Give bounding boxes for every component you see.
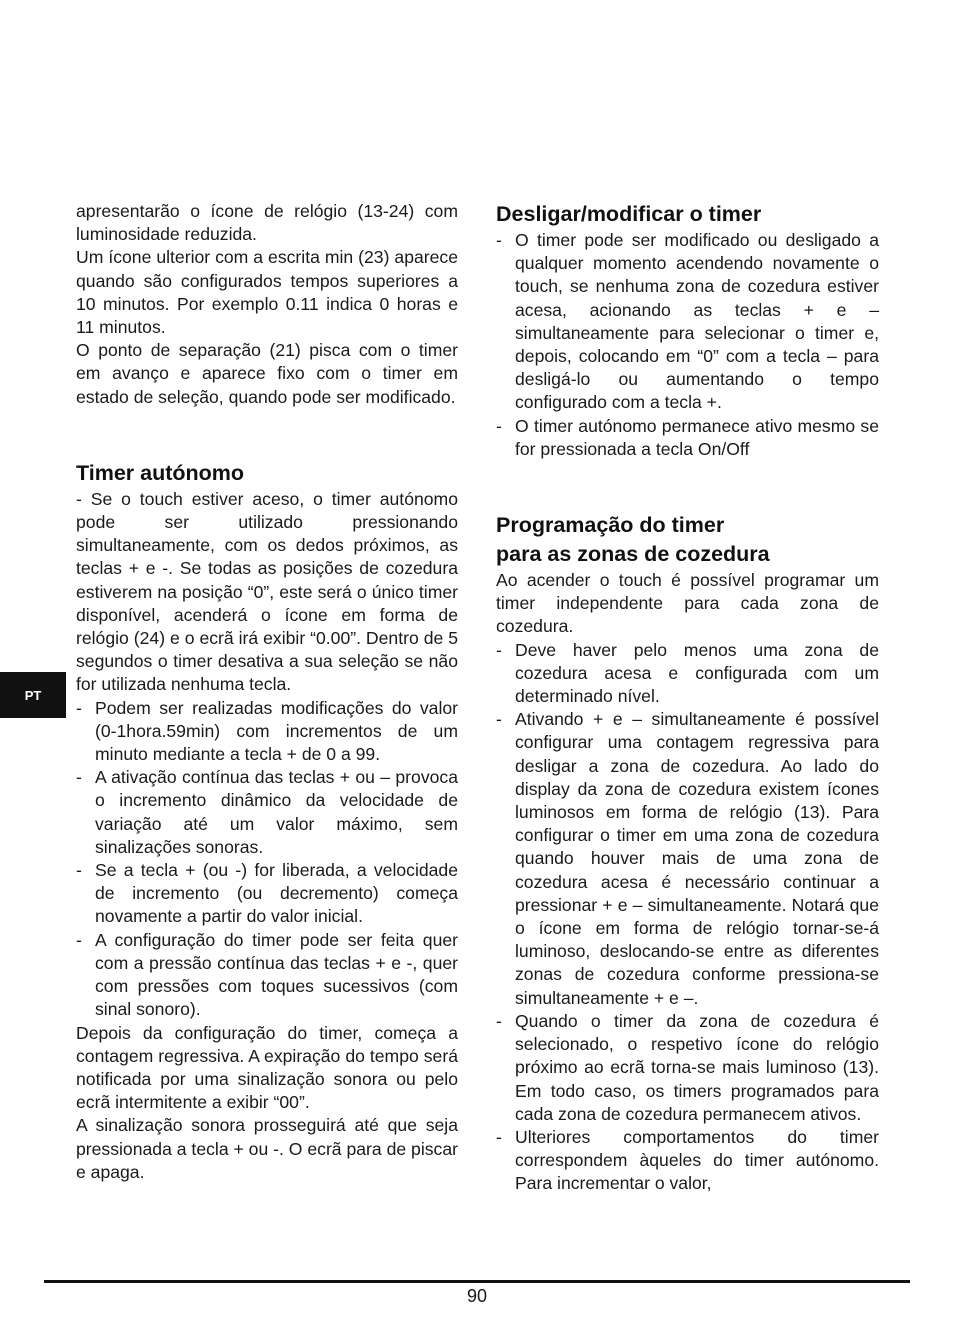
language-tab: PT bbox=[0, 672, 66, 718]
paragraph: apresentarão o ícone de relógio (13-24) com luminosidade reduzida. bbox=[76, 201, 458, 245]
list-item: - Se a tecla + (ou -) for liberada, a velocidade de incremento (ou decremento) começa novamente a partir do valor inicial. bbox=[76, 859, 458, 929]
paragraph: - Se o touch estiver aceso, o timer autónomo pode ser utilizado pressionando simultaneamente, com os dedos próximos, as teclas + e -. Se todas as posições de cozedura estiverem na posição “0”, este será o único timer disponível, acenderá o ícone em forma de relógio (24) e o ecrã irá exibir “0.00”. Dentro de 5 segundos o timer desativa a sua seleção se não for utilizada nenhuma tecla. bbox=[76, 488, 458, 695]
left-column bbox=[76, 200, 458, 1184]
list-item: - Podem ser realizadas modificações do valor (0-1hora.59min) com incrementos de um minuto mediante a tecla + de 0 a 99. bbox=[76, 697, 458, 767]
list-item: - Deve haver pelo menos uma zona de cozedura acesa e configurada com um determinado nível. bbox=[496, 639, 879, 709]
section-heading bbox=[496, 511, 879, 569]
bullet-list bbox=[76, 697, 458, 1022]
section-heading: Desligar/modificar o timer bbox=[496, 202, 762, 226]
list-item: - O timer pode ser modificado ou desligado a qualquer momento acendendo novamente o touch, se nenhuma zona de cozedura estiver acesa, acionando as teclas + e – simultaneamente para selecionar o timer e, depois, colocando em “0” com a tecla – para desligá-lo ou aumentando o tempo configurado com a tecla +. bbox=[496, 229, 879, 415]
paragraph: Um ícone ulterior com a escrita min (23) aparece quando são configurados tempos superiores a 10 minutos. Por exemplo 0.11 indica 0 horas e 11 minutos. bbox=[76, 247, 458, 338]
section-heading: Timer autónomo bbox=[76, 460, 245, 485]
heading-line: Programação do timer bbox=[496, 513, 725, 538]
footer-divider bbox=[44, 1280, 910, 1283]
list-item: - Ativando + e – simultaneamente é possível configurar uma contagem regressiva para desligar a zona de cozedura. Ao lado do display da zona de cozedura existem ícones luminosos em forma de relógio (13). Para configurar o timer em uma zona de cozedura quando houver mais de uma zona de cozedura acesa é necessário continuar a pressionar + e – simultaneamente. Notará que o ícone em forma de relógio tornar-se-á luminoso, deslocando-se entre as diferentes zonas de cozedura conforme pressiona-se simultaneamente + e –. bbox=[496, 708, 879, 1010]
bullet-list bbox=[496, 229, 879, 461]
page-number: 90 bbox=[466, 1286, 488, 1306]
paragraph: O ponto de separação (21) pisca com o timer em avanço e aparece fixo com o timer em estado de seleção, quando pode ser modificado. bbox=[76, 340, 458, 407]
paragraph: Depois da configuração do timer, começa a contagem regressiva. A expiração do tempo será notificada por uma sinalização sonora ou pelo ecrã intermitente a exibir “00”. bbox=[76, 1022, 458, 1113]
paragraph: Ao acender o touch é possível programar um timer independente para cada zona de cozedura. bbox=[496, 570, 879, 637]
paragraph: A sinalização sonora prosseguirá até que seja pressionada a tecla + ou -. O ecrã para de piscar e apaga. bbox=[76, 1115, 458, 1182]
list-item: - A ativação contínua das teclas + ou – provoca o incremento dinâmico da velocidade de variação até um valor máximo, sem sinalizações sonoras. bbox=[76, 766, 458, 859]
list-item: - O timer autónomo permanece ativo mesmo se for pressionada a tecla On/Off bbox=[496, 415, 879, 461]
list-item: - Quando o timer da zona de cozedura é selecionado, o respetivo ícone do relógio próximo ao ecrã torna-se mais luminoso (13). Em todo caso, os timers programados para cada zona de cozedura permanecem ativos. bbox=[496, 1010, 879, 1126]
right-column bbox=[496, 200, 879, 1196]
bullet-list bbox=[496, 639, 879, 1196]
list-item: - Ulteriores comportamentos do timer correspondem àqueles do timer autónomo. Para incrementar o valor, bbox=[496, 1126, 879, 1196]
heading-line: para as zonas de cozedura bbox=[496, 542, 770, 567]
list-item: - A configuração do timer pode ser feita quer com a pressão contínua das teclas + e -, quer com pressões com toques sucessivos (com sinal sonoro). bbox=[76, 929, 458, 1022]
